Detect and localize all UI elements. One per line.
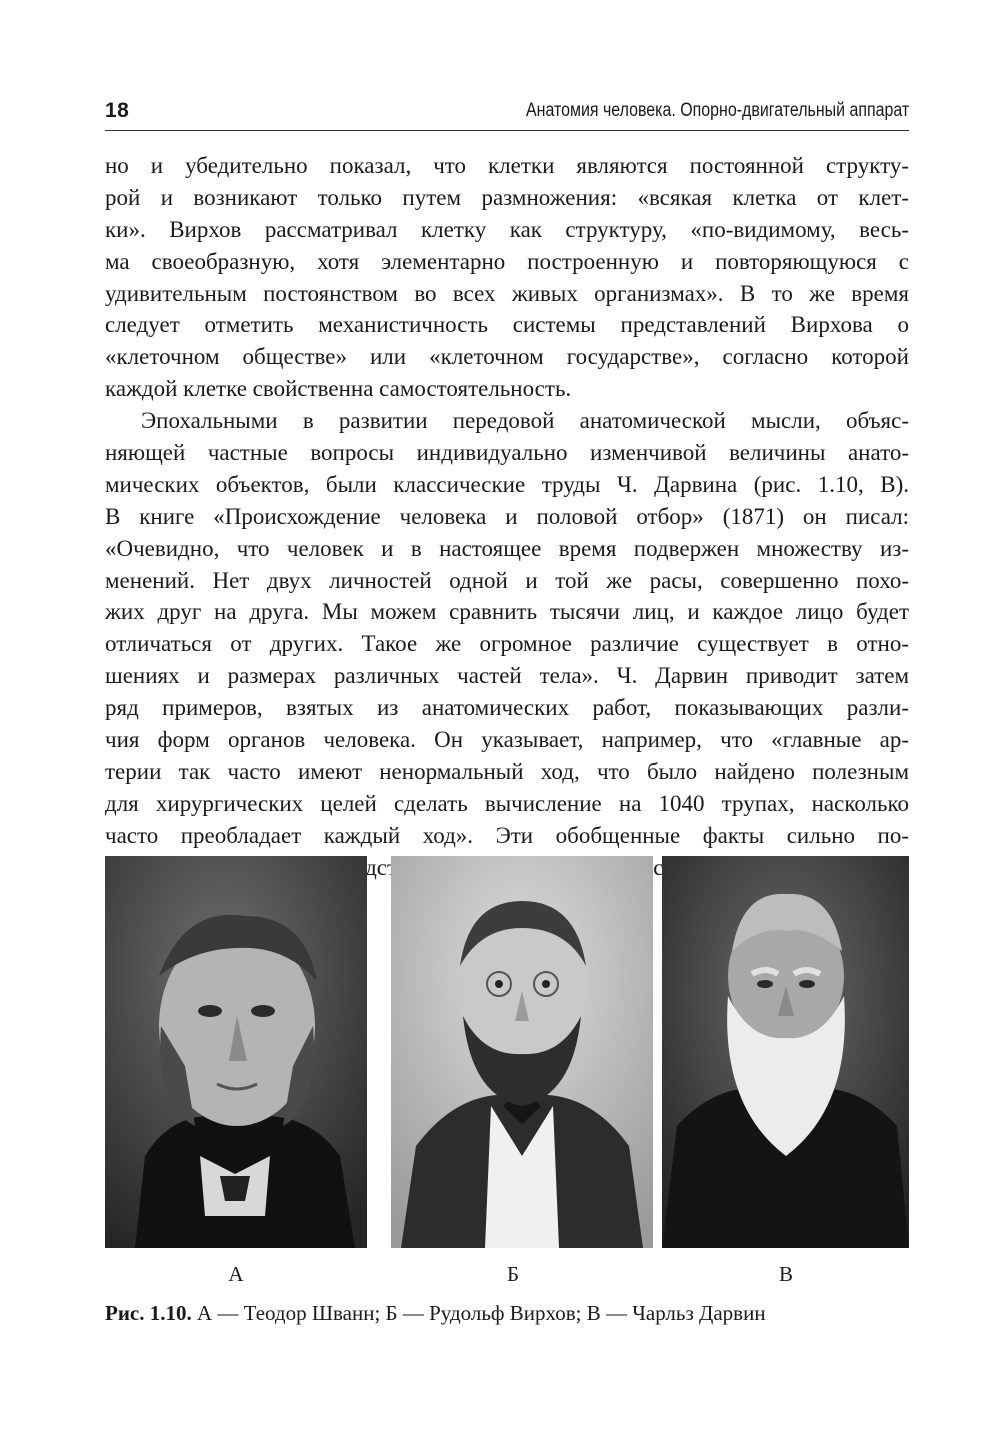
text-line: рой и возникают только путем размножения: «всякая клетка от клет- — [105, 184, 909, 210]
text-line: терии так часто имеют ненормальный ход, что было найдено полезным — [105, 758, 909, 784]
text-line: чия форм органов человека. Он указывает, например, что «главные ар- — [105, 727, 909, 753]
running-header — [105, 96, 909, 131]
text-line: «Очевидно, что человек и в настоящее время подвержен множеству из- — [105, 535, 909, 561]
text-line: мических объектов, были классические труды Ч. Дарвина (рис. 1.10, В). — [105, 471, 909, 497]
text-line: В книге «Происхождение человека и половой отбор» (1871) он писал: — [105, 503, 909, 529]
body-text — [105, 150, 909, 883]
text-line: ки». Вирхов рассматривал клетку как структуру, «по-видимому, весь- — [105, 216, 909, 242]
figure-label-a: А — [228, 1262, 244, 1286]
text-line: следует отметить механистичность системы представлений Вирхова о — [105, 312, 909, 338]
text-line: шениях и размерах различных частей тела». Ч. Дарвин приводит затем — [105, 663, 909, 689]
text-line: Эпохальными в развитии передовой анатомической мысли, объяс- — [141, 408, 909, 434]
text-line: отличаться от других. Такое же огромное различие существует в отно- — [105, 631, 909, 657]
page-number: 18 — [105, 99, 130, 122]
figure-caption — [105, 1301, 766, 1326]
running-title: Анатомия человека. Опорно-двигательный аппарат — [525, 100, 909, 121]
portrait-virchow — [391, 856, 653, 1248]
text-line: жих друг на друга. Мы можем сравнить тысячи лиц, и каждое лицо будет — [105, 599, 909, 625]
figure-label-b: Б — [506, 1262, 520, 1286]
caption-text: А — Теодор Шванн; Б — Рудольф Вирхов; В — Чарльз Дарвин — [191, 1301, 766, 1325]
figure-label-c: В — [778, 1262, 793, 1286]
text-line: каждой клетке свойственна самостоятельность. — [105, 376, 572, 402]
text-line: ма своеобразную, хотя элементарно построенную и повторяющуюся с — [105, 248, 909, 274]
portrait-darwin — [662, 856, 909, 1248]
text-line: няющей частные вопросы индивидуально изменчивой величины анато- — [105, 440, 909, 466]
text-line: часто преобладает каждый ход». Эти обобщенные факты сильно по- — [105, 822, 909, 848]
text-line: «клеточном обществе» или «клеточном государстве», согласно которой — [105, 344, 909, 370]
caption-number: Рис. 1.10. — [105, 1301, 192, 1325]
text-line: менений. Нет двух личностей одной и той же расы, совершенно похо- — [105, 567, 909, 593]
figure-portraits — [105, 856, 909, 1248]
text-line: ряд примеров, взятых из анатомических работ, показывающих разли- — [105, 695, 909, 721]
text-line: для хирургических целей сделать вычисление на 1040 трупах, насколько — [105, 790, 909, 816]
text-line: но и убедительно показал, что клетки являются постоянной структу- — [105, 153, 909, 178]
portrait-schwann — [105, 856, 367, 1248]
text-line: удивительным постоянством во всех живых организмах». В то же время — [105, 280, 909, 306]
